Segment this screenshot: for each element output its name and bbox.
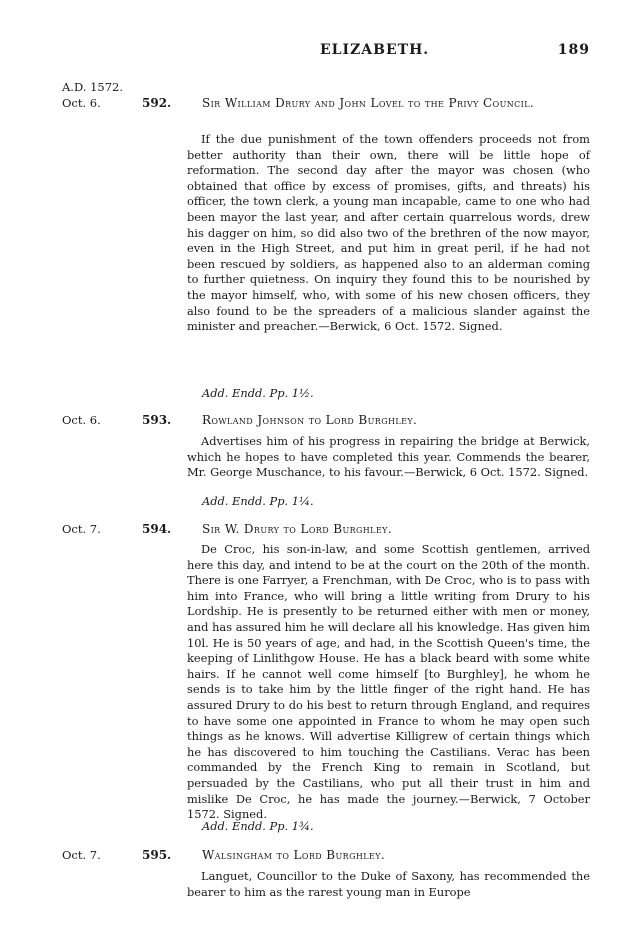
entry-endorsement: Add. Endd. Pp. 1½.	[202, 386, 314, 400]
entry-body: If the due punishment of the town offenders proceeds not from better authority than their own, there will be little hope of reformation. The second day after the mayor was chosen (who obtained that office by excess of promises, gifts, and threats) his officer, the town clerk, a young man incapable, came to one who had been mayor the last year, and after certain quarrelous words, drew his dagger on him, so did also two of the brethren of the now mayor, even in the High Street, and put him in great peril, if he had not been rescued by soldiers, as happened also to an alderman coming to further quietness. On inquiry they found this to be nourished by the mayor himself, who, with some of his new chosen officers, they also found to be the spreaders of a malicious slander against the minister and preacher.—Berwick, 6 Oct. 1572. Signed.	[187, 132, 590, 334]
entry-date: Oct. 7.	[62, 848, 101, 862]
year-label: A.D. 1572.	[62, 80, 124, 94]
entry-body: De Croc, his son-in-law, and some Scottish gentlemen, arrived here this day, and intend to be at the court on the 20th of the month. There is one Farryer, a Frenchman, with De Croc, who is to pass with him into France, who will bring a little writing from Drury to his Lordship. He is presently to be returned either with men or money, and has assured him he will declare all his knowledge. Has given him 10l. He is 50 years of age, and had, in the Scottish Queen's time, the keeping of Linlithgow House. He has a black beard with some white hairs. If he cannot well come himself [to Burghley], he whom he sends is to take him by the little finger of the right hand. He has assured Drury to do his best to return through England, and requires to have some one appointed in France to whom he may open such things as he knows. Will advertise Killigrew of certain things which he has discovered to him touching the Castilians. Verac has been commanded by the French King to remain in Scotland, but persuaded by the Castilians, who put all their trust in him and mislike De Croc, he has made the journey.—Berwick, 7 October 1572. Signed.	[187, 542, 590, 822]
entry-body: Advertises him of his progress in repairing the bridge at Berwick, which he hopes to have completed this year. Commends the bearer, Mr. George Muschance, to his favour.—Berwick, 6 Oct. 1572. Signed.	[187, 434, 590, 480]
entry-endorsement: Add. Endd. Pp. 1¼.	[202, 494, 314, 508]
entry-heading: Sir William Drury and John Lovel to the Privy Council.	[202, 96, 535, 110]
entry-date: Oct. 7.	[62, 522, 101, 536]
page-number: 189	[557, 42, 590, 58]
running-title: ELIZABETH.	[320, 42, 430, 58]
entry-heading: Sir W. Drury to Lord Burghley.	[202, 522, 393, 536]
entry-heading: Walsingham to Lord Burghley.	[202, 848, 386, 862]
entry-number: 595.	[142, 848, 172, 862]
entry-body: Languet, Councillor to the Duke of Saxony, has recommended the bearer to him as the rarest young man in Europe	[187, 869, 590, 899]
entry-number: 593.	[142, 413, 172, 427]
entry-date: Oct. 6.	[62, 413, 101, 427]
entry-number: 594.	[142, 522, 172, 536]
entry-heading: Rowland Johnson to Lord Burghley.	[202, 413, 418, 427]
entry-date: Oct. 6.	[62, 96, 101, 110]
entry-number: 592.	[142, 96, 172, 110]
entry-endorsement: Add. Endd. Pp. 1¾.	[202, 819, 314, 833]
